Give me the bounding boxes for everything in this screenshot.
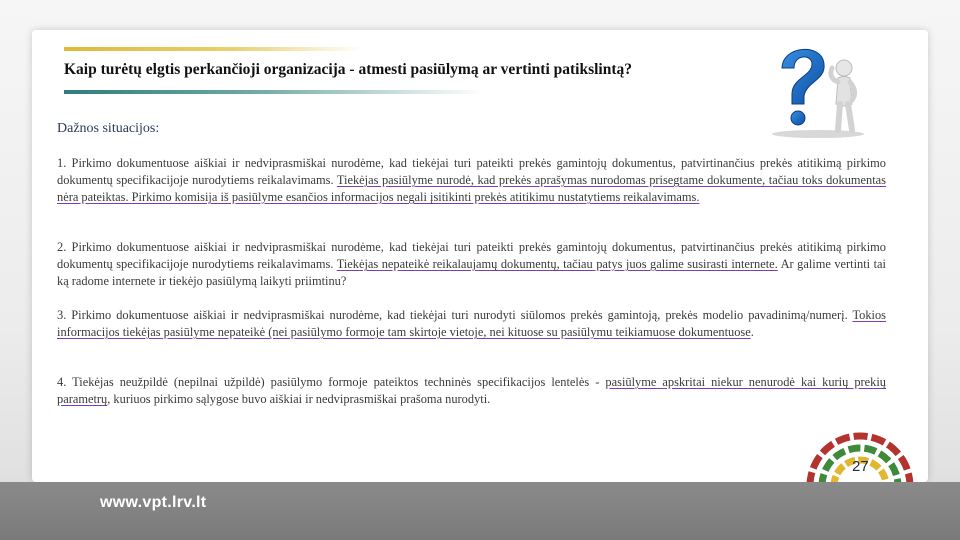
paragraph-2-underlined: Tiekėjas nepateikė reikalaujamų dokumentų, tačiau patys juos galime susirasti internete.	[336, 257, 778, 271]
footer-url-link[interactable]: www.vpt.lrv.lt	[100, 494, 207, 511]
paragraph-4-tail: , kuriuos pirkimo sąlygose buvo aiškiai ir nedviprasmiškai prašoma nurodyti.	[107, 392, 491, 406]
question-mark-figure-icon	[760, 38, 872, 138]
paragraph-3	[57, 307, 886, 341]
page-number: 27	[852, 458, 869, 475]
title-accent-bar-top	[64, 47, 364, 51]
paragraph-1-plain: 1. Pirkimo dokumentuose aiškiai ir nedviprasmiškai nurodėme, kad tiekėjai turi pateikti prekės gamintojų dokumentus, patvirtinančius prekės atitikimą pirkimo dokumentų specifikacijoje nurodytiems reikalavimams.	[57, 156, 886, 187]
paragraph-3-tail: .	[750, 325, 754, 339]
paragraph-2-tail: Ar galime vertinti tai ką radome internete ir tiekėjo pasiūlymą laikyti priimtinu?	[57, 257, 886, 288]
intro-label: Dažnos situacijos:	[57, 121, 160, 136]
paragraph-1	[57, 155, 886, 206]
paragraph-4	[57, 374, 886, 408]
title-accent-bar-bottom	[64, 90, 484, 94]
paragraph-2	[57, 239, 886, 290]
paragraph-3-plain: 3. Pirkimo dokumentuose aiškiai ir nedviprasmiškai nurodėme, kad tiekėjai turi nurodyti siūlomos prekės gamintoją, prekės modelio pavadinimą/numerį.	[57, 308, 853, 322]
paragraph-3-underlined: Tokios informacijos tiekėjas pasiūlyme nepateikė (nei pasiūlymo formoje tam skirtoje vietoje, nei kituose su pasiūlymu teikiamuose dokumentuose	[57, 308, 886, 339]
paragraph-1-underlined: Tiekėjas pasiūlyme nurodė, kad prekės aprašymas nurodomas prisegtame dokumente, tačiau toks dokumentas nėra pateiktas. Pirkimo komisija iš pasiūlyme esančios informacijos negali įsitikinti prekės atitikimu nustatytiems reikalavimams.	[57, 173, 886, 204]
slide-title: Kaip turėtų elgtis perkančioji organizacija - atmesti pasiūlymą ar vertinti patikslintą?	[64, 61, 633, 78]
paragraph-2-plain: 2. Pirkimo dokumentuose aiškiai ir nedviprasmiškai nurodėme, kad tiekėjai turi pateikti prekės gamintojų dokumentus, patvirtinančius prekės atitikimą pirkimo dokumentų specifikacijoje nurodytiems reikalavimams.	[57, 240, 886, 271]
paragraph-4-plain: 4. Tiekėjas neužpildė (nepilnai užpildė) pasiūlymo formoje pateiktos techninės specifikacijos lentelės -	[57, 375, 606, 389]
paragraph-4-underlined: pasiūlyme apskritai niekur nenurodė kai kurių prekių parametrų	[57, 375, 886, 406]
